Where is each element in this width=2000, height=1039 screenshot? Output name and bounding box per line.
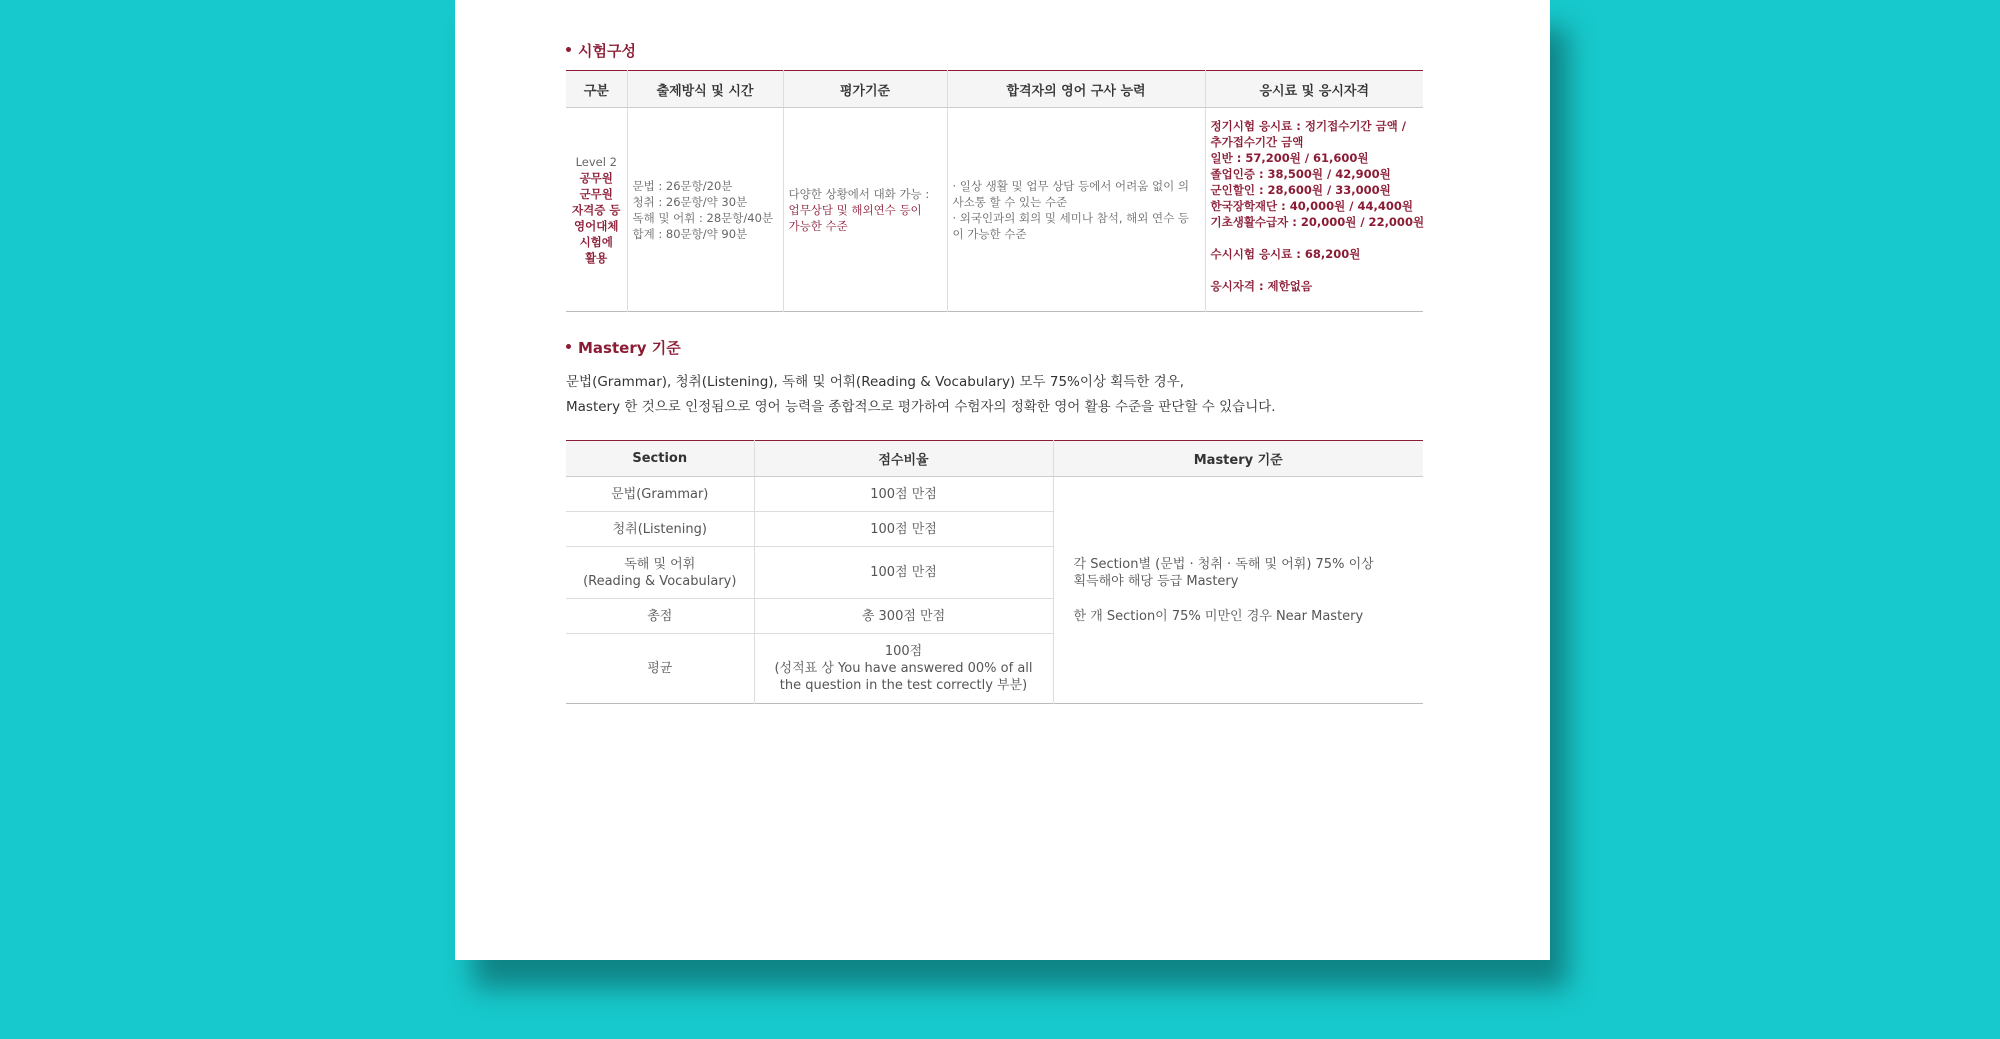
exam-structure-table xyxy=(566,70,1423,312)
description-line: 문법(Grammar), 청취(Listening), 독해 및 어휘(Reading & Vocabulary) 모두 75%이상 획득한 경우, xyxy=(566,374,1185,390)
header-score-ratio: 점수비율 xyxy=(754,441,1053,477)
category-line: 활용 xyxy=(585,250,608,265)
table-row xyxy=(566,108,1423,312)
category-line: 영어대체 xyxy=(574,218,619,233)
criteria-cell xyxy=(783,108,947,312)
format-line: 청취 : 26문항/약 30분 xyxy=(632,194,748,209)
section-cell: 문법(Grammar) xyxy=(566,477,754,512)
format-line: 합계 : 80문항/약 90분 xyxy=(632,226,748,241)
score-cell: 100점 만점 xyxy=(754,512,1053,547)
criteria-line: 획득해야 해당 등급 Mastery xyxy=(1073,573,1239,589)
ability-line: · 일상 생활 및 업무 상담 등에서 어려움 없이 의 xyxy=(952,178,1190,193)
score-cell: 100점 만점 xyxy=(754,477,1053,512)
score-line: 100점 xyxy=(884,644,923,659)
bullet-icon xyxy=(566,344,571,349)
level-label: Level 2 xyxy=(575,154,617,169)
mastery-table xyxy=(566,440,1423,704)
fee-line: 기초생활수급자 : 20,000원 / 22,000원 xyxy=(1210,215,1425,229)
ability-cell xyxy=(947,108,1205,312)
header-category: 구분 xyxy=(566,71,627,108)
ability-line: 이 가능한 수준 xyxy=(952,226,1027,241)
score-line: (성적표 상 You have answered 00% of all xyxy=(774,661,1033,676)
category-line: 시험에 xyxy=(579,234,613,249)
header-ability: 합격자의 영어 구사 능력 xyxy=(947,71,1205,108)
occasional-fee: 수시시험 응시료 : 68,200원 xyxy=(1210,247,1361,261)
table-header-row xyxy=(566,441,1423,477)
format-line: 독해 및 어휘 : 28문항/40분 xyxy=(632,210,774,225)
category-line: 공무원 xyxy=(579,170,613,185)
mastery-description xyxy=(566,370,1276,420)
mastery-criteria-cell xyxy=(1053,477,1423,704)
section-cell xyxy=(566,547,754,599)
format-cell xyxy=(627,108,783,312)
format-line: 문법 : 26문항/20분 xyxy=(632,178,733,193)
score-cell xyxy=(754,634,1053,704)
fee-line: 졸업인증 : 38,500원 / 42,900원 xyxy=(1210,167,1391,181)
mastery-section-title: Mastery 기준 xyxy=(566,337,681,358)
header-criteria: 평가기준 xyxy=(783,71,947,108)
eligibility: 응시자격 : 제한없음 xyxy=(1210,279,1312,293)
exam-section-title: 시험구성 xyxy=(566,40,636,61)
category-line: 군무원 xyxy=(579,186,613,201)
criteria-line: 업무상담 및 해외연수 등이 xyxy=(788,202,922,217)
criteria-line: 가능한 수준 xyxy=(788,218,848,233)
score-cell: 총 300점 만점 xyxy=(754,599,1053,634)
near-mastery-line: 한 개 Section이 75% 미만인 경우 Near Mastery xyxy=(1073,608,1364,624)
section-line: (Reading & Vocabulary) xyxy=(583,573,737,589)
section-line: 독해 및 어휘 xyxy=(624,556,696,572)
header-section: Section xyxy=(566,441,754,477)
section-cell: 청취(Listening) xyxy=(566,512,754,547)
table-row xyxy=(566,477,1423,512)
header-mastery-criteria: Mastery 기준 xyxy=(1053,441,1423,477)
fee-line: 정기시험 응시료 : 정기접수기간 금액 / xyxy=(1210,119,1406,133)
table-header-row xyxy=(566,71,1423,108)
header-format: 출제방식 및 시간 xyxy=(627,71,783,108)
criteria-line: 다양한 상황에서 대화 가능 : xyxy=(788,186,930,201)
category-line: 자격증 등 xyxy=(572,202,621,217)
fee-line: 군인할인 : 28,600원 / 33,000원 xyxy=(1210,183,1391,197)
category-cell xyxy=(566,108,627,312)
ability-line: · 외국인과의 회의 및 세미나 참석, 해외 연수 등 xyxy=(952,210,1190,225)
document-page xyxy=(455,0,1550,960)
description-line: Mastery 한 것으로 인정됨으로 영어 능력을 종합적으로 평가하여 수험자의 정확한 영어 활용 수준을 판단할 수 있습니다. xyxy=(566,399,1276,415)
score-cell: 100점 만점 xyxy=(754,547,1053,599)
bullet-icon xyxy=(566,47,571,52)
section-cell: 평균 xyxy=(647,661,673,676)
fee-line: 한국장학재단 : 40,000원 / 44,400원 xyxy=(1210,199,1413,213)
criteria-line: 각 Section별 (문법 · 청취 · 독해 및 어휘) 75% 이상 xyxy=(1073,556,1374,572)
ability-line: 사소통 할 수 있는 수준 xyxy=(952,194,1068,209)
score-line: the question in the test correctly 부분) xyxy=(779,678,1028,693)
fee-line: 추가접수기간 금액 xyxy=(1210,135,1304,149)
header-fee: 응시료 및 응시자격 xyxy=(1205,71,1423,108)
fee-line: 일반 : 57,200원 / 61,600원 xyxy=(1210,151,1369,165)
fee-cell xyxy=(1205,108,1423,312)
section-cell: 총점 xyxy=(566,599,754,634)
